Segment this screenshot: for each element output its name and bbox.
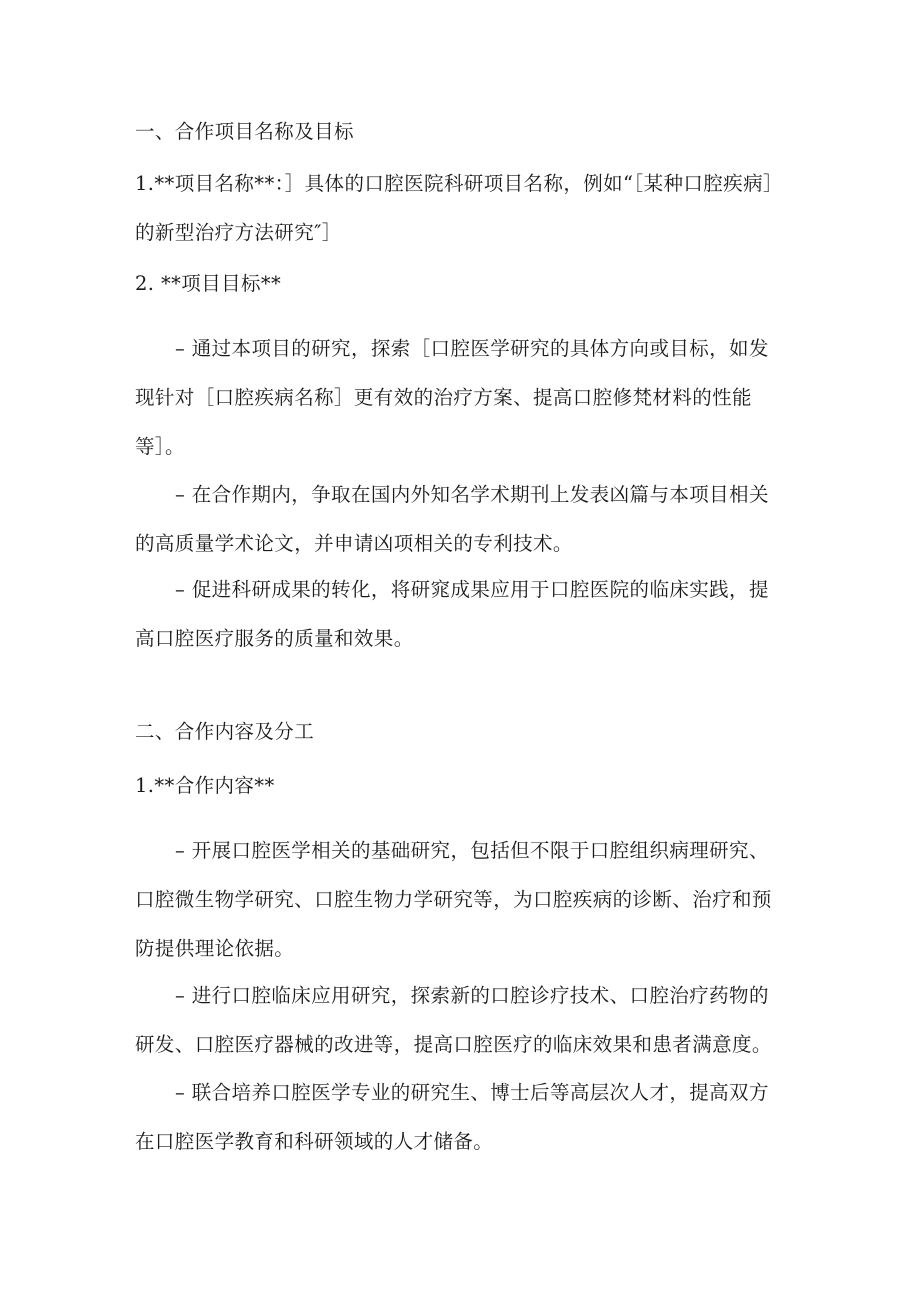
section1-bullet-3: – 促进科研成果的转化，将研窕成果应用于口腔医院的临床实践，提高口腔医疗服务的质量和效果。 [135, 578, 769, 650]
section1-item1: 1.**项目名称**：］具体的口腔医院科研项目名称，例如“［某种口腔疾病］的新型治疗方法研究″］ [135, 172, 783, 244]
section1-item2: 2. **项目目标** [135, 272, 282, 295]
section1-heading: 一、合作项目名称及目标 [135, 120, 354, 143]
section2-bullet-2: – 进行口腔临床应用研究，探索新的口腔诊疗技术、口腔治疗药物的研发、口腔医疗器械的改进等，提高口腔医疗的临床效果和患者满意度。 [135, 984, 772, 1056]
section2-bullet-3: – 联合培养口腔医学专业的研究生、博士后等高层次人才，提高双方在口腔医学教育和科研领域的人才储备。 [135, 1081, 769, 1153]
section1-bullet-1: – 通过本项目的研究，探索［口腔医学研究的具体方向或目标，如发现针对［口腔疾病名称］更有效的治疗方案、提高口腔修梵材料的性能等］。 [135, 337, 769, 458]
section1-bullet-2: – 在合作期内，争取在国内外知名学术期刊上发表凶篇与本项目相关的高质量学术论文，并申请凶项相关的专利技术。 [135, 483, 769, 555]
section2-heading: 二、合作内容及分工 [135, 720, 315, 743]
section2-item1: 1.**合作内容** [135, 774, 275, 797]
section2-bullet-1: – 开展口腔医学相关的基础研究，包括但不限于口腔组织病理研究、口腔微生物学研究、口腔生物力学研究等，为口腔疾病的诊断、治疗和预防提供理论依据。 [135, 839, 772, 960]
